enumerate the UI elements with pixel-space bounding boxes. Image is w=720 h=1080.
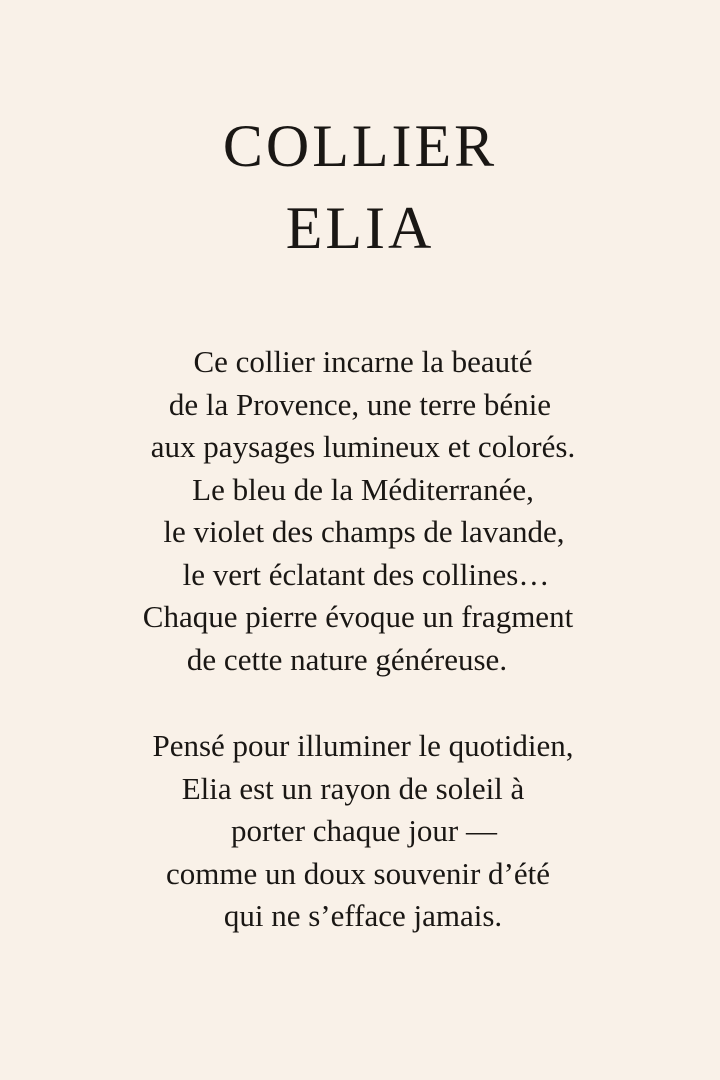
text-line: Elia est un rayon de soleil à [181, 770, 525, 806]
text-line: aux paysages lumineux et colorés. [150, 429, 576, 464]
page-title [0, 105, 720, 269]
description-paragraph-1 [0, 341, 720, 681]
text-line: porter chaque jour — [231, 813, 497, 848]
text-line: de la Provence, une terre bénie [168, 386, 552, 422]
title-line-2: ELIA [285, 195, 435, 261]
text-line: Ce collier incarne la beauté [193, 344, 533, 379]
text-line: comme un doux souvenir d’été [166, 855, 550, 891]
text-line: qui ne s’efface jamais. [223, 898, 503, 933]
text-line: Chaque pierre évoque un fragment [142, 599, 574, 634]
text-line: le vert éclatant des collines… [182, 556, 550, 592]
title-line-1: COLLIER [222, 113, 498, 179]
description-paragraph-2 [0, 725, 720, 938]
text-line: Pensé pour illuminer le quotidien, [152, 728, 574, 763]
text-line: de cette nature généreuse. [186, 641, 508, 677]
text-line: Le bleu de la Méditerranée, [192, 471, 534, 507]
text-line: le violet des champs de lavande, [163, 514, 565, 549]
